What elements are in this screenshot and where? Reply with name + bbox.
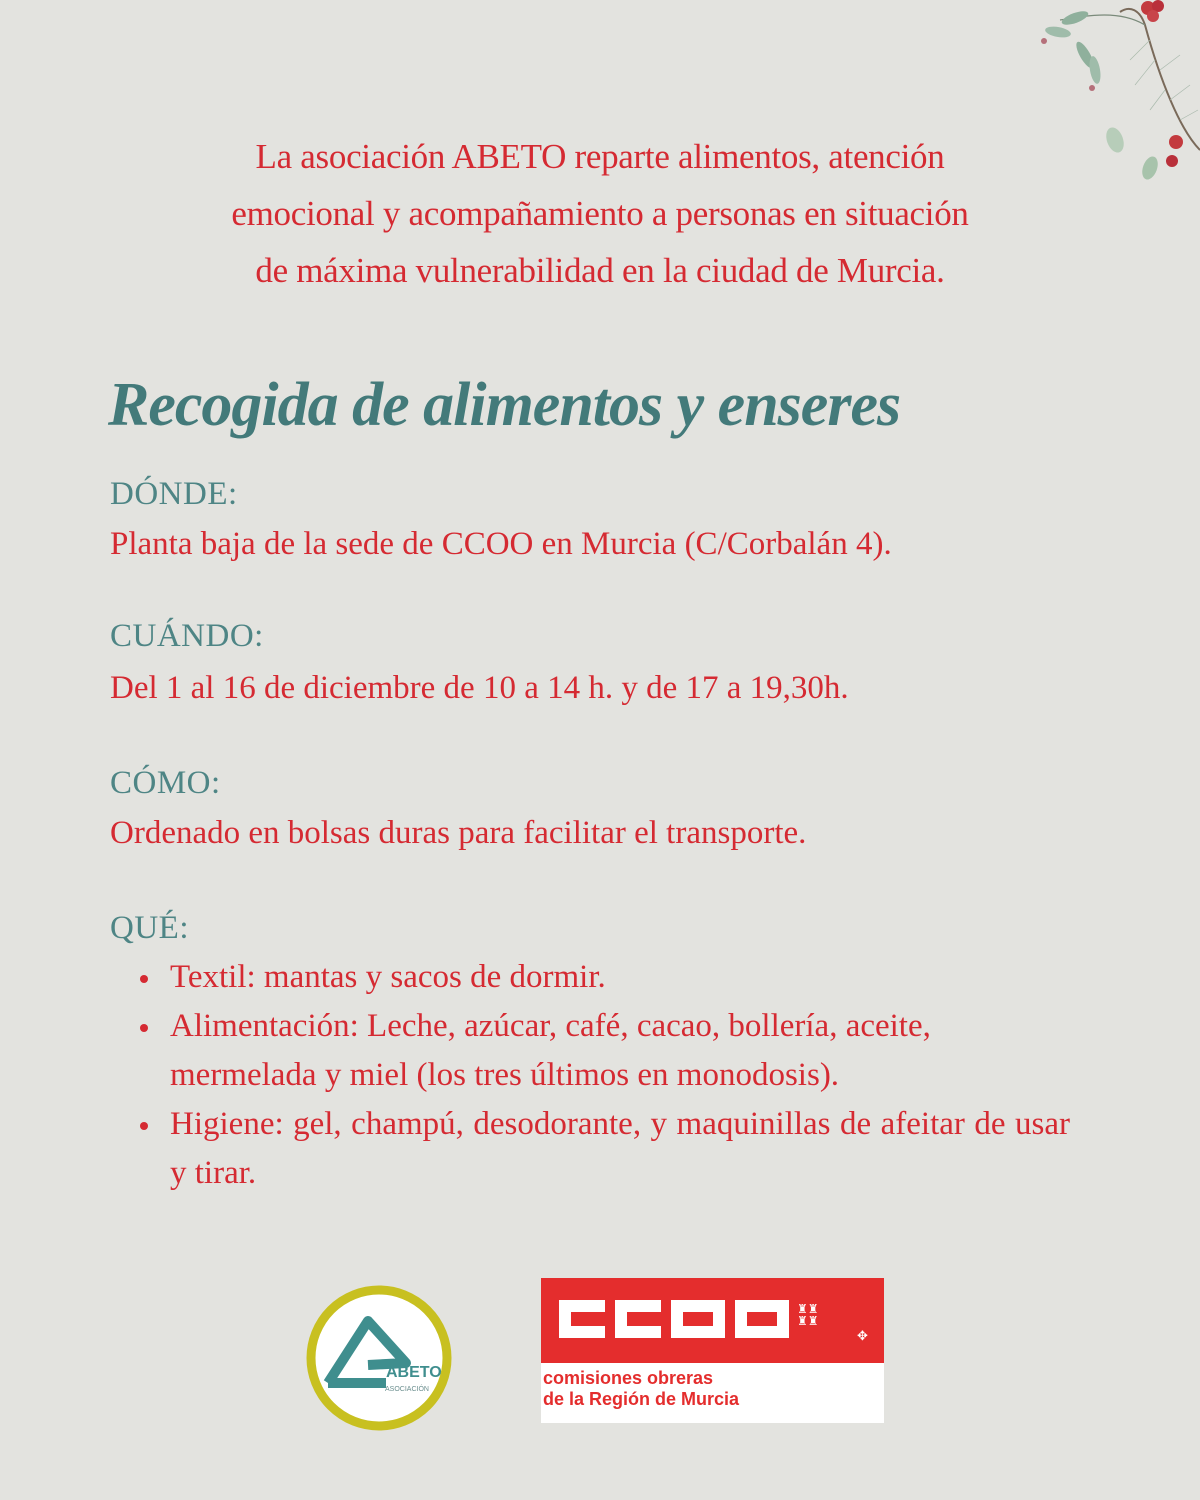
que-label: QUÉ: bbox=[110, 910, 189, 946]
list-item bbox=[140, 1002, 1070, 1100]
ccoo-logo bbox=[541, 1278, 884, 1423]
svg-text:♜♜: ♜♜ bbox=[797, 1302, 819, 1316]
svg-text:✥: ✥ bbox=[857, 1329, 868, 1344]
donde-label: DÓNDE: bbox=[110, 476, 238, 512]
list-item-text: Alimentación: Leche, azúcar, café, cacao, bollería, aceite, mermelada y miel (los tres últimos en monodosis). bbox=[170, 1008, 931, 1093]
list-item-text: Higiene: gel, champú, desodorante, y maquinillas de afeitar de usar y tirar. bbox=[170, 1106, 1070, 1191]
abeto-logo-name: ABETO bbox=[386, 1364, 442, 1381]
list-item bbox=[140, 1100, 1070, 1198]
ccoo-logo-text: comisiones obreras de la Región de Murcia bbox=[543, 1368, 740, 1409]
items-list bbox=[140, 953, 1070, 1198]
abeto-logo bbox=[306, 1285, 452, 1431]
como-label: CÓMO: bbox=[110, 765, 221, 801]
cuando-label: CUÁNDO: bbox=[110, 618, 264, 654]
ccoo-logo-band bbox=[541, 1278, 884, 1363]
como-value: Ordenado en bolsas duras para facilitar el transporte. bbox=[110, 815, 807, 851]
intro-line: de máxima vulnerabilidad en la ciudad de Murcia. bbox=[255, 251, 945, 290]
donde-value: Planta baja de la sede de CCOO en Murcia (C/Corbalán 4). bbox=[110, 526, 892, 562]
abeto-logo-subtitle: ASOCIACIÓN bbox=[385, 1386, 429, 1393]
intro-line: La asociación ABETO reparte alimentos, atención bbox=[255, 137, 945, 176]
intro-line: emocional y acompañamiento a personas en situación bbox=[231, 194, 969, 233]
page-title: Recogida de alimentos y enseres bbox=[108, 371, 901, 439]
bullet-icon bbox=[140, 1024, 148, 1032]
intro-paragraph bbox=[100, 128, 1100, 299]
bullet-icon bbox=[140, 975, 148, 983]
svg-text:♜♜: ♜♜ bbox=[797, 1314, 819, 1328]
cuando-value: Del 1 al 16 de diciembre de 10 a 14 h. y de 17 a 19,30h. bbox=[110, 670, 849, 706]
list-item-text: Textil: mantas y sacos de dormir. bbox=[170, 959, 606, 995]
bullet-icon bbox=[140, 1122, 148, 1130]
list-item bbox=[140, 953, 1070, 1002]
